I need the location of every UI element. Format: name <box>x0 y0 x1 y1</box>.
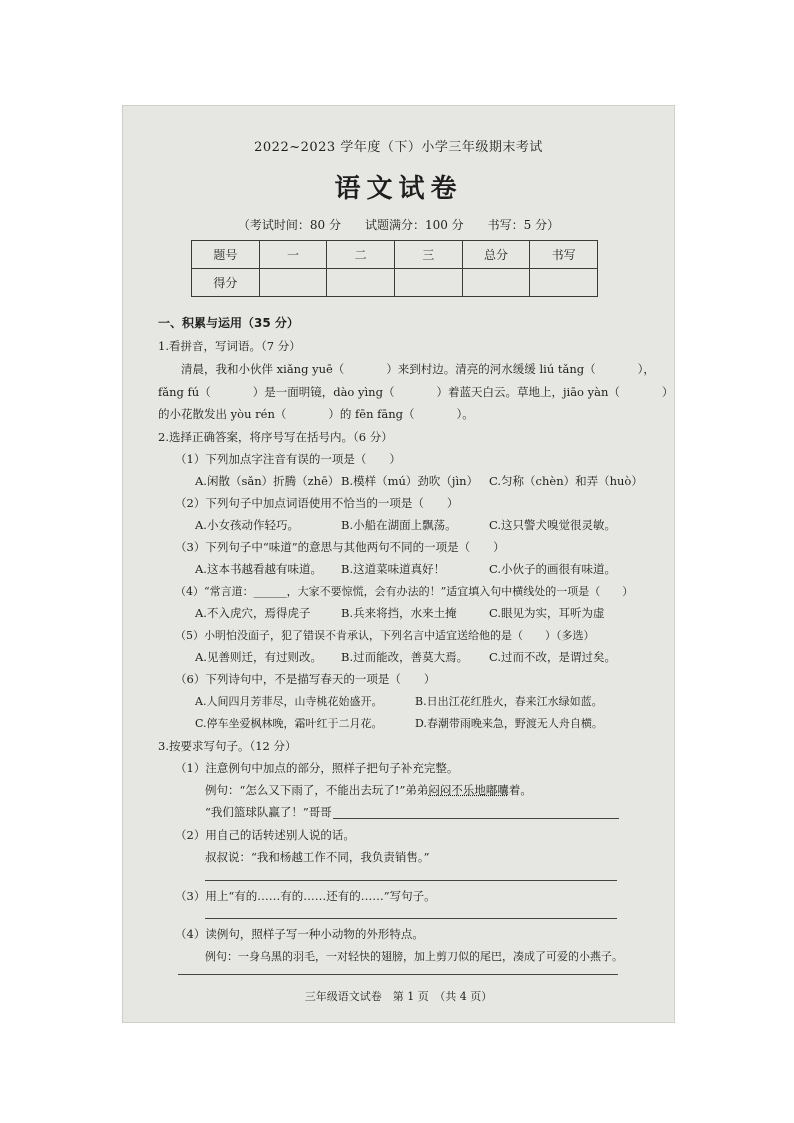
fill-sentence: “我们篮球队赢了！”哥哥 <box>205 805 332 819</box>
example-sentence <box>205 782 532 798</box>
answer-line[interactable] <box>178 974 618 975</box>
sub-question: （4）“常言道：______，大家不要惊慌，会有办法的！”适宜填入句中横线处的一项是（ ） <box>175 585 634 598</box>
exam-info: （考试时间：80 分 试题满分：100 分 书写：5 分） <box>237 218 560 232</box>
text: ）。 <box>456 407 474 421</box>
text: ）是一面明镜，dào yìng（ <box>252 385 395 399</box>
sub-question: （1）注意例句中加点的部分，照样子把句子补充完整。 <box>175 761 459 775</box>
option: A.不入虎穴，焉得虎子 <box>195 606 311 620</box>
score-table-score-row <box>192 269 598 297</box>
sub-question: （1）下列加点字注音有误的一项是（ ） <box>175 452 401 466</box>
exam-year-line: 2022~2023 学年度（下）小学三年级期末考试 <box>254 140 543 155</box>
text: fǎng fú（ <box>158 385 211 399</box>
score-input-cell[interactable] <box>327 269 395 297</box>
score-cell: 题号 <box>192 241 260 269</box>
option: B.这道菜味道真好！ <box>341 562 446 576</box>
score-cell: 总分 <box>462 241 530 269</box>
sub-question: （6）下列诗句中，不是描写春天的一项是（ ） <box>175 672 436 686</box>
page-footer: 三年级语文试卷 第 1 页 （共 4 页） <box>304 990 493 1003</box>
option: C.这只警犬嗅觉很灵敏。 <box>489 518 617 532</box>
score-table-header-row <box>192 241 598 269</box>
quoted-sentence: 叔叔说：“我和杨越工作不同，我负责销售。” <box>205 850 430 864</box>
sub-question: （2）用自己的话转述别人说的话。 <box>175 828 355 842</box>
option: B.模样（mú）劲吹（jìn） <box>341 474 479 488</box>
text: ） <box>661 385 674 399</box>
question-1-line-1 <box>181 361 655 377</box>
option: C.过而不改，是谓过矣。 <box>489 650 617 664</box>
text: ）的 fēn fāng（ <box>328 407 415 421</box>
score-cell: 一 <box>259 241 327 269</box>
option: C.匀称（chèn）和弄（huò） <box>489 474 643 488</box>
score-input-cell[interactable] <box>259 269 327 297</box>
exam-title: 语文试卷 <box>334 174 463 204</box>
question-1-line-2 <box>158 384 673 400</box>
text: 的小花散发出 yòu rén（ <box>158 407 287 421</box>
score-row-label: 得分 <box>192 269 260 297</box>
answer-line[interactable] <box>205 918 617 919</box>
option: C.小伙子的画很有味道。 <box>489 562 617 576</box>
score-input-cell[interactable] <box>394 269 462 297</box>
option: A.闲散（sǎn）折腾（zhē） <box>195 474 340 488</box>
score-cell: 书写 <box>530 241 598 269</box>
option: B.日出江花红胜火，春来江水绿如蓝。 <box>415 695 603 708</box>
option: A.这本书越看越有味道。 <box>195 562 322 576</box>
answer-line[interactable] <box>333 818 619 819</box>
option: B.小船在湖面上飘荡。 <box>341 518 457 532</box>
sub-question: （5）小明怕没面子，犯了错误不肯承认，下列名言中适宜送给他的是（ ）（多选） <box>175 629 595 642</box>
example-sentence: 例句：一身乌黑的羽毛，一对轻快的翅膀，加上剪刀似的尾巴，凑成了可爱的小燕子。 <box>205 950 623 963</box>
section-heading: 一、积累与运用（35 分） <box>158 316 299 330</box>
exam-sheet <box>122 105 675 1023</box>
text: 清晨，我和小伙伴 xiǎng yuē（ <box>181 362 345 376</box>
option: A.见善则迁，有过则改。 <box>195 650 322 664</box>
text: ）着蓝天白云。草地上，jiāo yàn（ <box>436 385 620 399</box>
text: 着。 <box>508 783 532 797</box>
sub-question: （4）读例句，照样子写一种小动物的外形特点。 <box>175 927 424 941</box>
option: D.春潮带雨晚来急，野渡无人舟自横。 <box>415 717 603 730</box>
sub-question: （2）下列句子中加点词语使用不恰当的一项是（ ） <box>175 496 459 510</box>
score-table <box>191 240 598 297</box>
option: A.人间四月芳菲尽，山寺桃花始盛开。 <box>195 695 383 708</box>
text: ）， <box>637 362 655 376</box>
question-3-title: 3.按要求写句子。（12 分） <box>158 739 297 753</box>
option: B.兵来将挡，水来土掩 <box>341 606 457 620</box>
option: C.停车坐爱枫林晚，霜叶红于二月花。 <box>195 717 383 730</box>
option: C.眼见为实，耳听为虚 <box>489 606 605 620</box>
question-1-title: 1.看拼音，写词语。（7 分） <box>158 339 301 353</box>
text: ）来到村边。清亮的河水缓缓 liú tǎng（ <box>386 362 596 376</box>
answer-line[interactable] <box>205 880 617 881</box>
dotted-emphasis: 闷闷不乐地嘟囔 <box>428 783 509 797</box>
score-input-cell[interactable] <box>530 269 598 297</box>
option: A.小女孩动作轻巧。 <box>195 518 299 532</box>
score-cell: 二 <box>327 241 395 269</box>
question-2-title: 2.选择正确答案，将序号写在括号内。（6 分） <box>158 430 393 444</box>
question-1-line-3 <box>158 406 474 422</box>
score-input-cell[interactable] <box>462 269 530 297</box>
option: B.过而能改，善莫大焉。 <box>341 650 469 664</box>
sub-question: （3）用上“有的……有的……还有的……”写句子。 <box>175 889 436 903</box>
score-cell: 三 <box>394 241 462 269</box>
text: 例句：“怎么又下雨了，不能出去玩了!”弟弟 <box>205 783 429 797</box>
sub-question: （3）下列句子中“味道”的意思与其他两句不同的一项是（ ） <box>175 540 505 554</box>
